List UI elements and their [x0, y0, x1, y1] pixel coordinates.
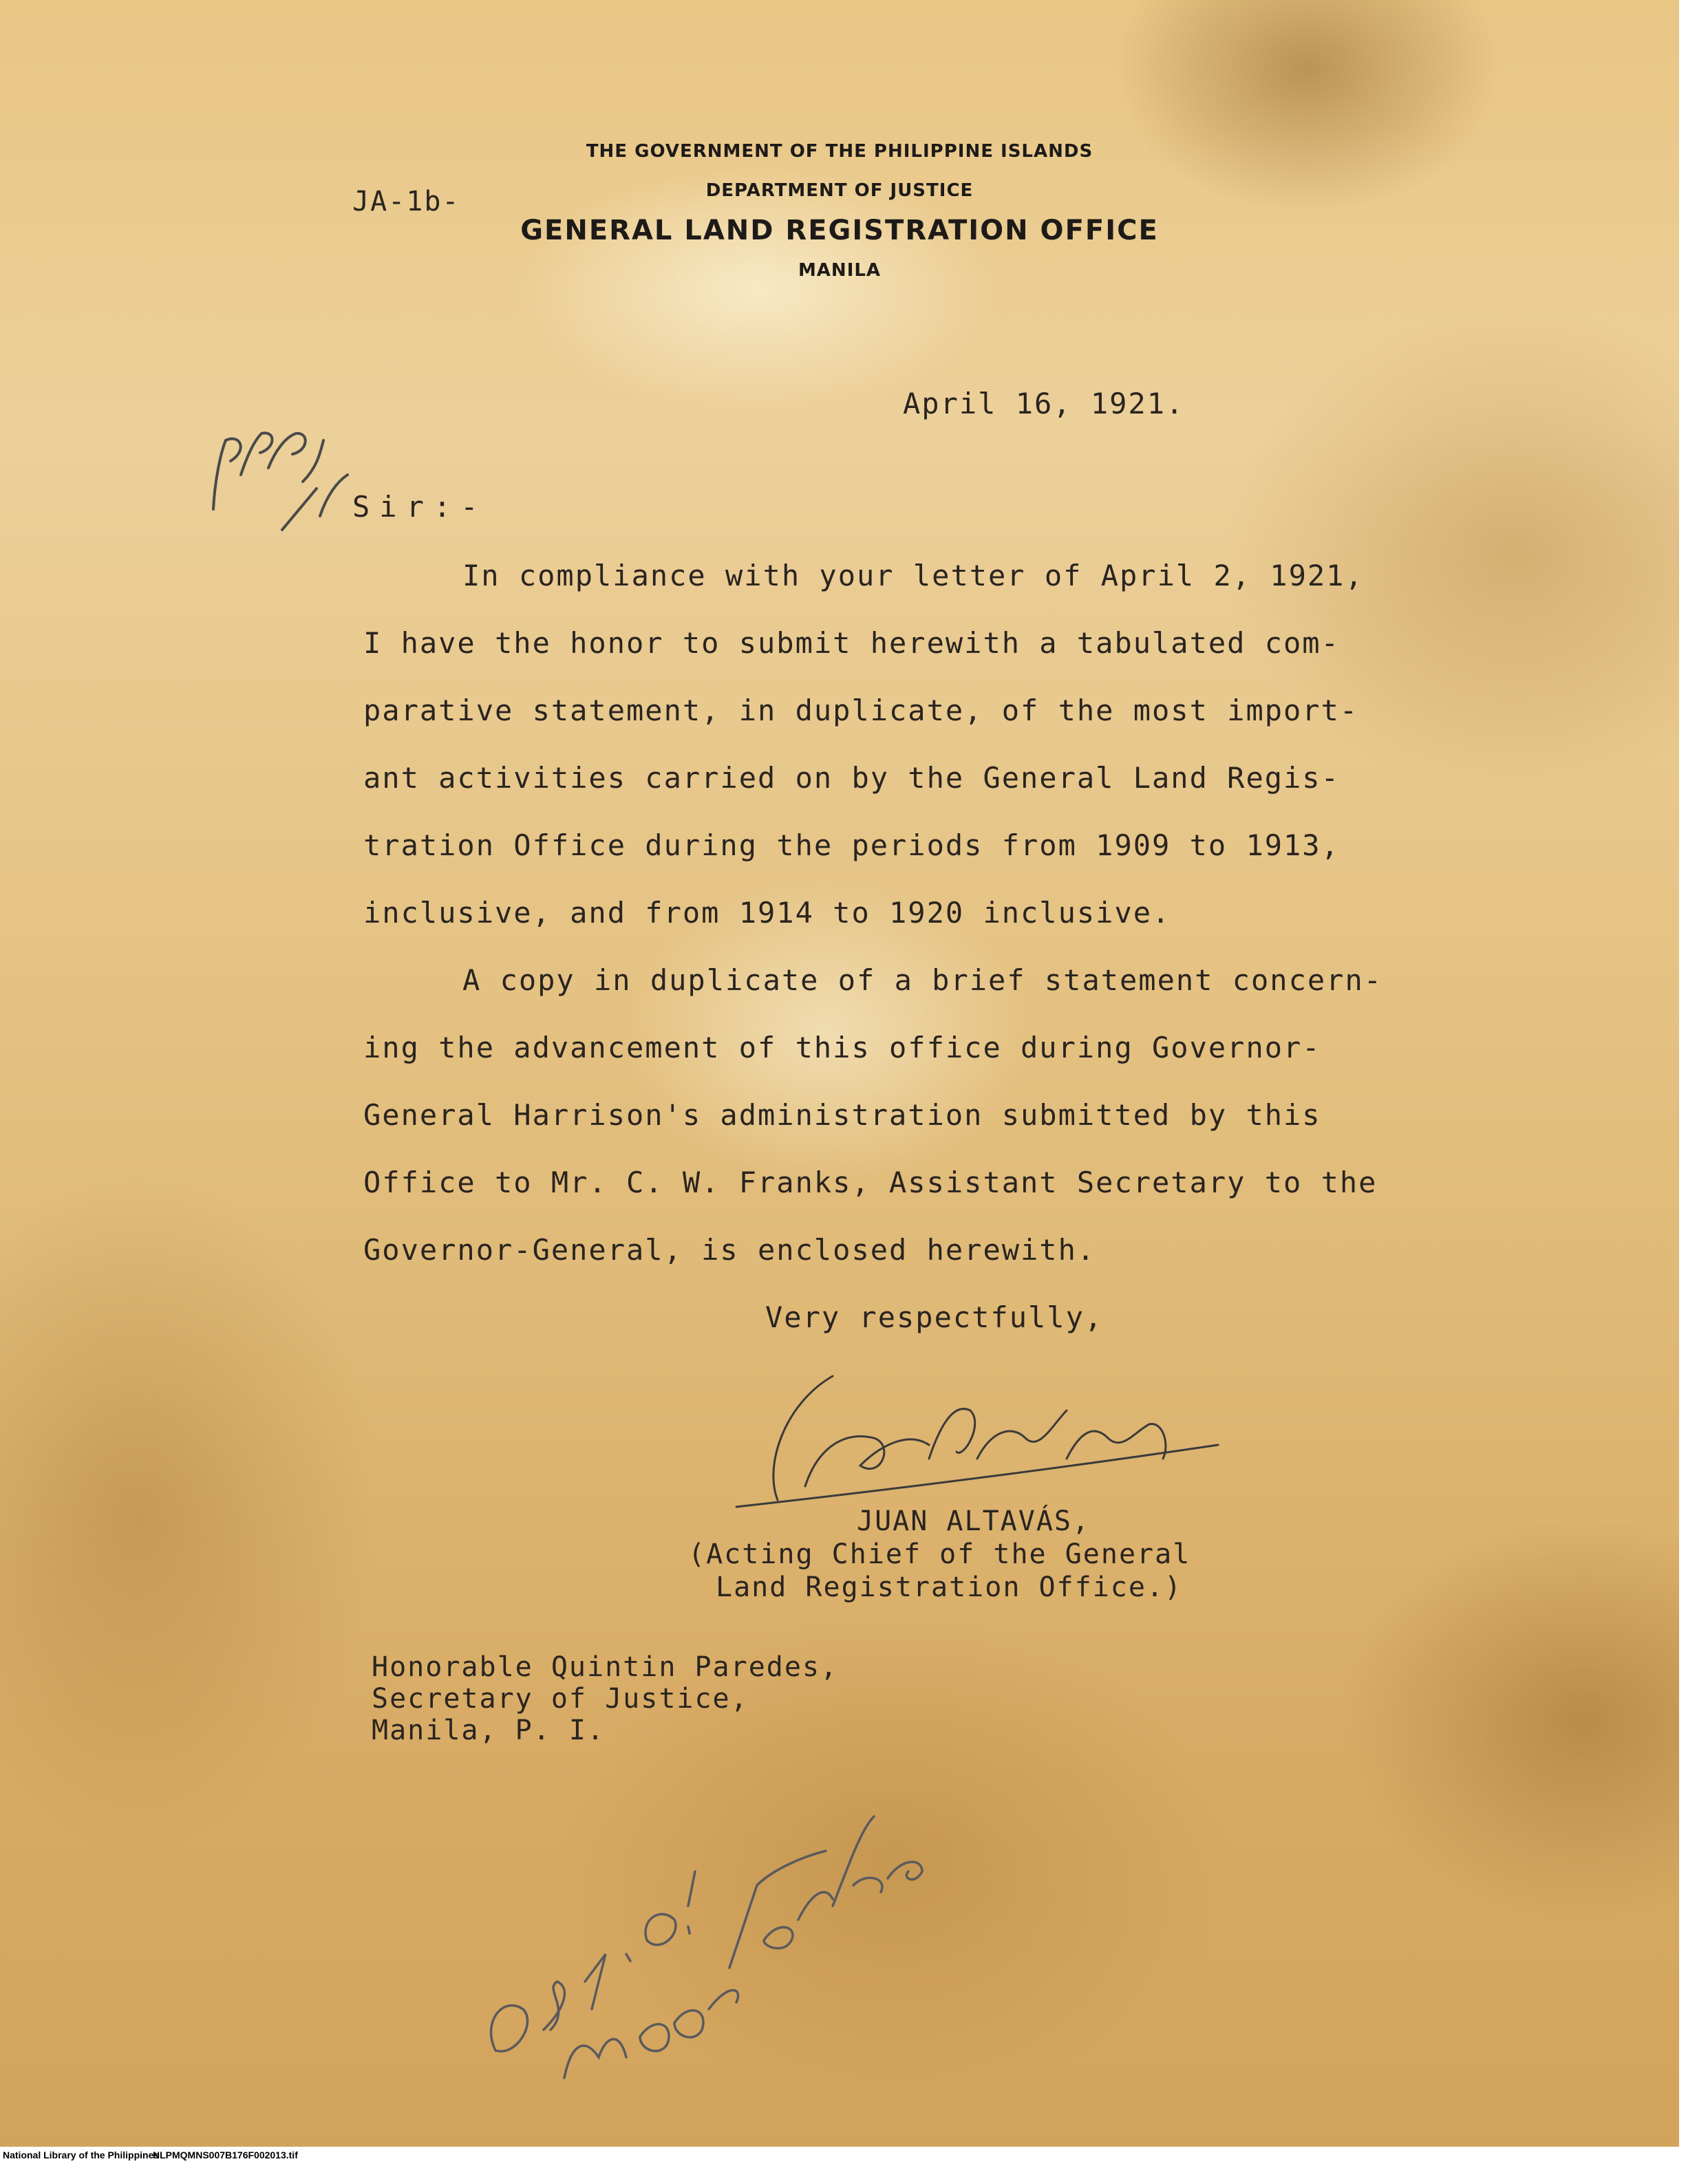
paragraph2-line: Office to Mr. C. W. Franks, Assistant Secretary to the [363, 1166, 1378, 1199]
paragraph1-line: parative statement, in duplicate, of the most import- [363, 694, 1359, 727]
footer-library-label: National Library of the Philippines [3, 2149, 160, 2160]
paragraph2-line: General Harrison's administration submitted by this [363, 1098, 1321, 1132]
paragraph2-line: Governor-General, is enclosed herewith. [363, 1233, 1096, 1267]
salutation: Sir:- [352, 490, 488, 524]
letterhead-office: GENERAL LAND REGISTRATION OFFICE [520, 215, 1159, 246]
signatory-title: Land Registration Office.) [716, 1572, 1183, 1603]
letterhead-city: MANILA [798, 260, 882, 281]
paragraph1-line: ant activities carried on by the General Land Regis- [363, 761, 1340, 795]
paragraph1-line: tration Office during the periods from 1909 to 1913, [363, 828, 1340, 862]
handwritten-margin-note [200, 413, 365, 537]
closing: Very respectfully, [765, 1300, 1104, 1334]
letterhead-department: DEPARTMENT OF JUSTICE [705, 180, 974, 201]
addressee-line: Secretary of Justice, [372, 1683, 749, 1715]
reference-code: JA-1b- [352, 186, 460, 217]
paragraph1-line: In compliance with your letter of April 2, 1921, [462, 559, 1364, 592]
scan-border [1679, 0, 1708, 2147]
signatory-name: JUAN ALTAVÁS, [857, 1505, 1091, 1537]
footer-file-id: NLPMQMNS007B176F002013.tif [153, 2149, 298, 2160]
paragraph2-line: ing the advancement of this office during Governor- [363, 1031, 1321, 1064]
signatory-title: (Acting Chief of the General [688, 1538, 1191, 1570]
scan-footer [0, 2147, 1708, 2166]
handwritten-bottom-note [468, 1803, 977, 2092]
addressee-line: Manila, P. I. [372, 1715, 606, 1746]
letterhead-government: THE GOVERNMENT OF THE PHILIPPINE ISLANDS [586, 141, 1093, 162]
handwritten-signature [723, 1362, 1246, 1521]
addressee-line: Honorable Quintin Paredes, [372, 1651, 839, 1683]
paragraph2-line: A copy in duplicate of a brief statement concern- [462, 963, 1383, 997]
letter-date: April 16, 1921. [903, 387, 1185, 420]
paragraph1-line: I have the honor to submit herewith a tabulated com- [363, 626, 1340, 660]
paragraph1-line: inclusive, and from 1914 to 1920 inclusive. [363, 896, 1171, 930]
